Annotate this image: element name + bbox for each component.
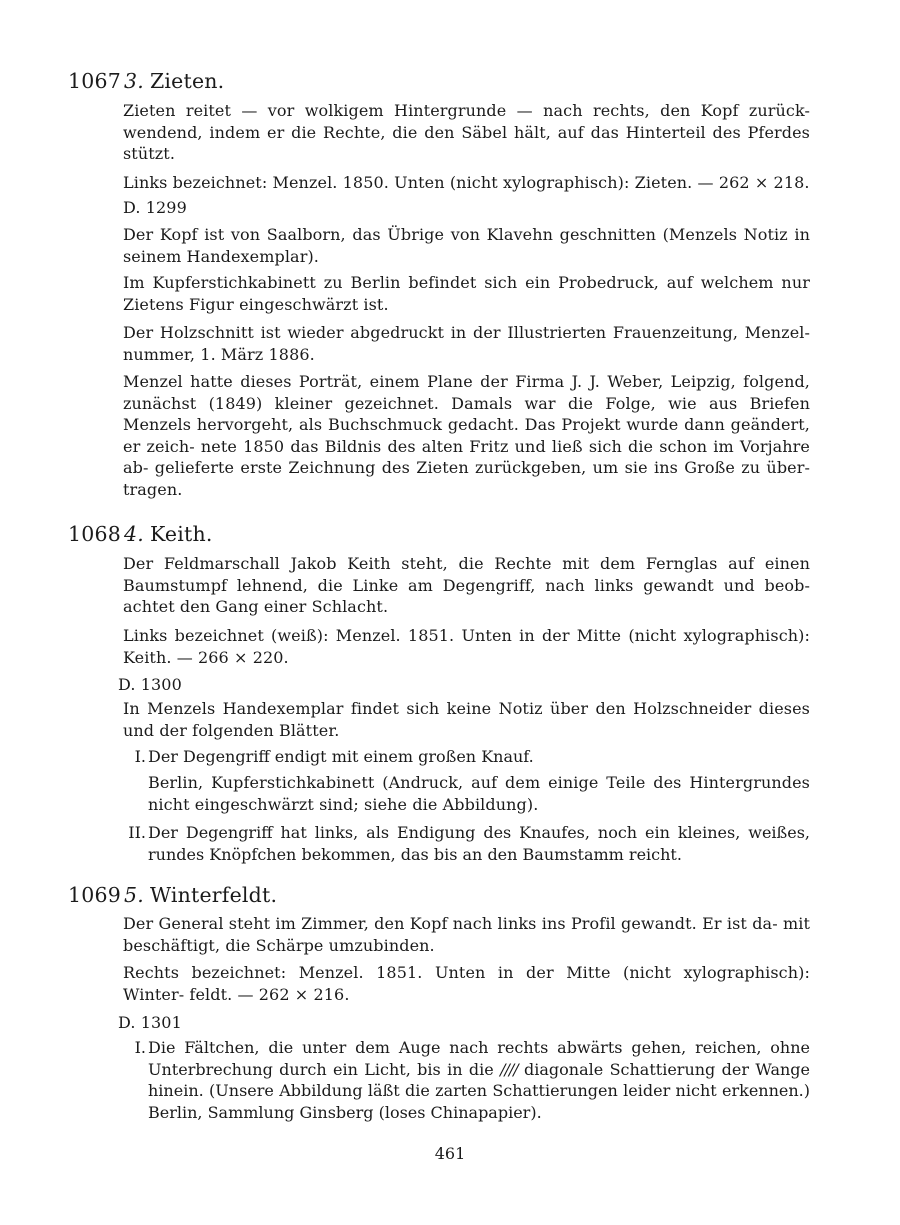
entry-heading-1067 (68, 67, 224, 95)
signature-dimensions: Links bezeichnet: Menzel. 1850. Unten (nicht xylographisch): Zieten. — 262 × 218. (123, 173, 810, 192)
state-text: Der Degengriff hat links, als Endigung des Knaufes, noch ein kleines, weißes, rundes Knöpfchen bekommen, das bis an den Baumstamm reicht. (148, 823, 810, 864)
entry-number: 1068 (68, 522, 121, 546)
engraver-note: In Menzels Handexemplar findet sich keine Notiz über den Holzschneider dieses und der folgenden Blätter. (123, 699, 810, 740)
hatch-symbol: //// (500, 1059, 518, 1079)
state-label: I. (134, 747, 146, 766)
entry-title: Winterfeldt. (149, 883, 278, 907)
signature-dimensions: Rechts bezeichnet: Menzel. 1851. Unten in der Mitte (nicht xylographisch): Winter- feldt. — 262 × 216. (123, 963, 810, 1004)
entry-ordinal: 3. (124, 69, 144, 93)
entry-number: 1069 (68, 883, 121, 907)
state-text-part: Die Fältchen, die unter dem Auge nach rechts abwärts gehen, reichen, ohne Unterbrechung durch ein Licht, bis in die (148, 1038, 810, 1079)
catalog-reference: D. 1300 (118, 675, 182, 694)
state-text (148, 1037, 810, 1123)
entry-title: Keith. (149, 522, 213, 546)
entry-heading-1069 (68, 881, 277, 909)
state-note: Berlin, Kupferstichkabinett (Andruck, auf dem einige Teile des Hintergrundes nicht eingeschwärzt sind; siehe die Abbildung). (148, 773, 810, 814)
signature-dimensions: Links bezeichnet (weiß): Menzel. 1851. Unten in der Mitte (nicht xylographisch): Keith. — 266 × 220. (123, 626, 810, 667)
engraver-note: Der Kopf ist von Saalborn, das Übrige von Klavehn geschnitten (Menzels Notiz in seinem Handexemplar). (123, 225, 810, 266)
page-number: 461 (434, 1144, 466, 1163)
entry-number: 1067 (68, 69, 121, 93)
entry-title: Zieten. (149, 69, 225, 93)
catalog-reference: D. 1301 (118, 1013, 182, 1032)
proof-note: Im Kupferstichkabinett zu Berlin befindet sich ein Probedruck, auf welchem nur Zietens Figur eingeschwärzt ist. (123, 273, 810, 314)
entry-heading-1068 (68, 520, 213, 548)
state-label: I. (134, 1038, 146, 1057)
state-text-part: diagonale Schattierung der Wange hinein. (Unsere Abbildung läßt die zarten Schattierungen leider nicht erkennen.) Berlin, Sammlung Ginsberg (loses Chinapapier). (148, 1059, 810, 1122)
reprint-note: Der Holzschnitt ist wieder abgedruckt in der Illustrierten Frauenzeitung, Menzel- nummer, 1. März 1886. (123, 323, 810, 364)
entry-description: Zieten reitet — vor wolkigem Hintergrunde — nach rechts, den Kopf zurück- wendend, indem er die Rechte, die den Säbel hält, auf das Hinterteil des Pferdes stützt. (123, 101, 810, 163)
entry-ordinal: 4. (124, 522, 144, 546)
catalog-reference: D. 1299 (123, 198, 187, 217)
state-text: Der Degengriff endigt mit einem großen Knauf. (148, 747, 534, 766)
entry-description: Der Feldmarschall Jakob Keith steht, die Rechte mit dem Fernglas auf einen Baumstumpf lehnend, die Linke am Degengriff, nach links gewandt und beob- achtet den Gang einer Schlacht. (123, 554, 810, 616)
entry-description: Der General steht im Zimmer, den Kopf nach links ins Profil gewandt. Er ist da- mit beschäftigt, die Schärpe umzubinden. (123, 914, 810, 955)
history-note: Menzel hatte dieses Porträt, einem Plane der Firma J. J. Weber, Leipzig, folgend, zunächst (1849) kleiner gezeichnet. Damals war die Folge, wie aus Briefen Menzels hervorgeht, als Buchschmuck gedacht. Das Projekt wurde dann geändert, er zeich- nete 1850 das Bildnis des alten Fritz und ließ sich die schon im Vorjahre ab- gelieferte erste Zeichnung des Zieten zurückgeben, um sie ins Große zu über- tragen. (123, 372, 810, 499)
state-label: II. (128, 823, 146, 842)
entry-ordinal: 5. (124, 883, 144, 907)
